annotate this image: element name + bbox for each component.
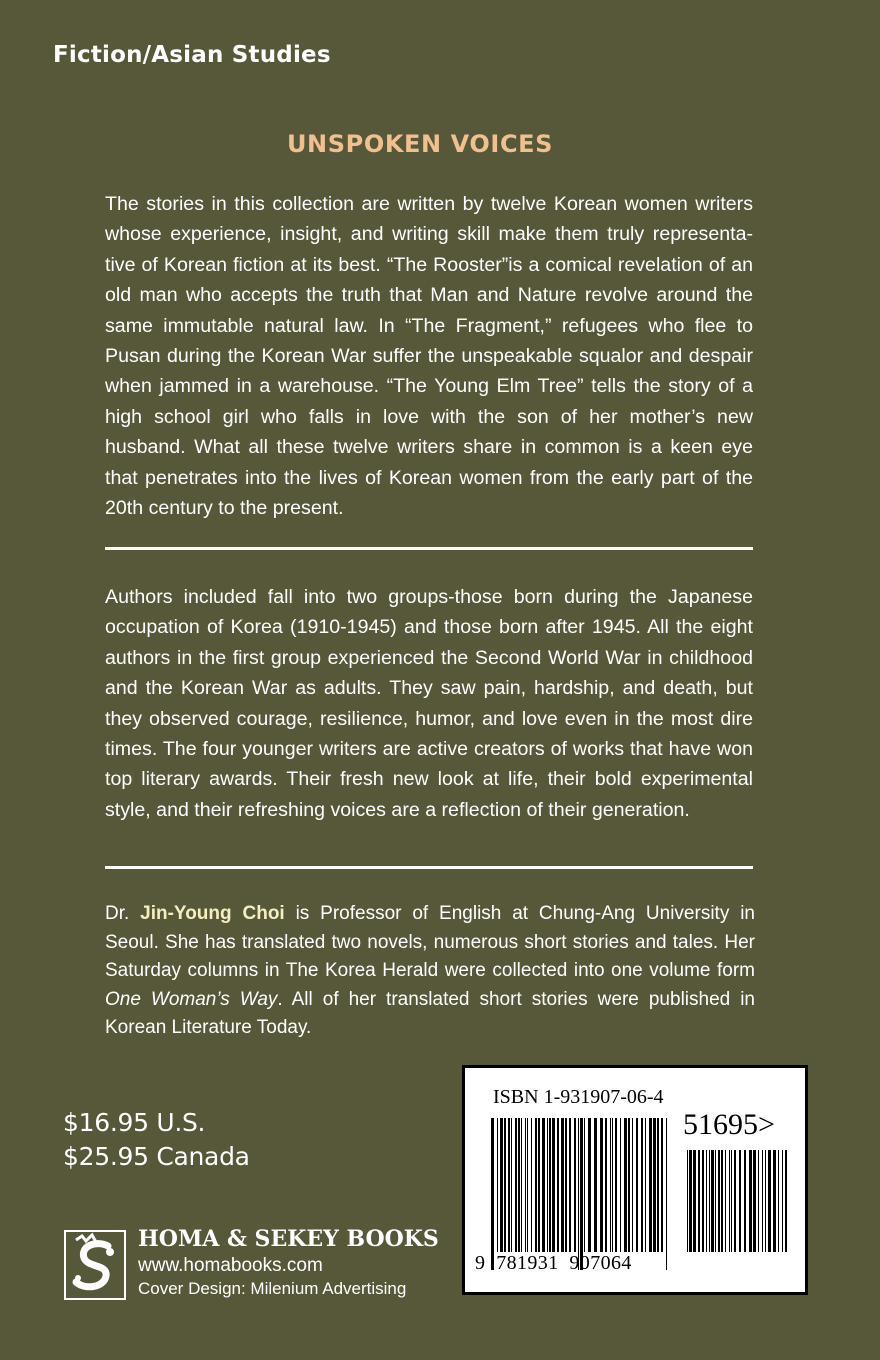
barcode-bar [538, 1118, 540, 1252]
barcode-bar [641, 1118, 643, 1252]
barcode-bar [535, 1118, 537, 1252]
barcode-bar [525, 1118, 526, 1252]
barcode-bar [557, 1118, 559, 1252]
barcode-bar [584, 1118, 585, 1252]
barcode-bar [527, 1118, 528, 1252]
barcode-bar [624, 1118, 627, 1252]
barcode-bar [778, 1150, 779, 1252]
barcode-bar [605, 1118, 607, 1252]
barcode-bar [547, 1118, 548, 1252]
divider [105, 866, 753, 869]
barcode-bar [594, 1118, 597, 1252]
barcode-bar [749, 1150, 752, 1252]
barcode-bar [511, 1118, 512, 1252]
barcode-bar [744, 1150, 746, 1252]
barcode-bars [489, 1118, 669, 1270]
barcode-digits: 9 781931 907064 [475, 1252, 632, 1274]
barcode-bar [731, 1150, 732, 1252]
barcode-bar [628, 1118, 630, 1252]
barcode-bar [491, 1118, 494, 1270]
barcode-bar [504, 1118, 506, 1252]
bio-text: is Professor of English at Chung-Ang University in Seoul. She has translated two novels, numerous short stories and tales. Her Saturday columns in The Korea Herald were collected into one volume form [105, 903, 755, 981]
book-reference: One Woman’s Way [105, 988, 278, 1010]
barcode-bar [721, 1150, 723, 1252]
barcode-bar [552, 1118, 555, 1252]
barcode-bar [542, 1118, 545, 1252]
price-canada: $25.95 Canada [63, 1142, 250, 1171]
barcode-bar [515, 1118, 517, 1252]
barcode-bar [620, 1118, 621, 1252]
barcode-bar [549, 1118, 551, 1252]
barcode-bar [709, 1150, 710, 1252]
barcode-bar [649, 1118, 652, 1252]
barcode-bar [753, 1150, 756, 1252]
barcode-bar [768, 1150, 771, 1252]
barcode-bar [715, 1150, 716, 1252]
publisher-name: HOMA & SEKEY BOOKS [138, 1226, 439, 1252]
barcode-bar [718, 1150, 720, 1252]
barcode-bar [580, 1118, 583, 1270]
publisher-logo-icon [64, 1230, 126, 1300]
category-label: Fiction/Asian Studies [53, 42, 331, 68]
barcode-bar [687, 1150, 688, 1252]
barcode-bar [645, 1118, 646, 1252]
barcode-bar [588, 1118, 591, 1252]
barcode-bar [657, 1118, 659, 1252]
barcode-bar [693, 1150, 696, 1252]
barcode-bar [661, 1118, 663, 1252]
barcode-bar [508, 1118, 510, 1252]
barcode-bar [653, 1118, 656, 1252]
barcode-bar [574, 1118, 576, 1252]
barcode-bar [500, 1118, 503, 1252]
barcode-bar [612, 1118, 613, 1252]
book-title: UNSPOKEN VOICES [286, 130, 554, 158]
barcode-bar [773, 1150, 776, 1252]
barcode-bar [729, 1150, 730, 1252]
barcode-bar [758, 1150, 759, 1252]
cover-design-credit: Cover Design: Milenium Advertising [138, 1279, 407, 1298]
barcode-bar [698, 1150, 700, 1252]
barcode-bar [565, 1118, 567, 1252]
barcode-bar [600, 1118, 603, 1252]
bio-text-end: . All of her translated short stories were published in Korean Literature Today. [105, 988, 755, 1038]
barcode-bar [578, 1118, 579, 1270]
barcode-bar [739, 1150, 741, 1252]
barcode-bar [734, 1150, 736, 1252]
publisher-url: www.homabooks.com [138, 1255, 323, 1276]
barcode-bar [531, 1118, 532, 1252]
authors-paragraph: Authors included fall into two groups-those born during the Japanese occupation of Korea (1910-1945) and those born after 1945. All the eight authors in the first group experienced the Second World War in childhood and the Korean War as adults. They saw pain, hardship, and death, but they observed courage, resilience, humor, and love even in the most dire times. The four younger writers are active creators of works that have won top literary awards. Their fresh new look at life, their bold experimental style, and their refreshing voices are a reflection of their generation. [105, 586, 753, 821]
barcode-bar [762, 1150, 763, 1252]
price-addon-code: 51695> [683, 1108, 775, 1141]
barcode-bar [666, 1118, 667, 1270]
price-us: $16.95 U.S. [63, 1108, 206, 1137]
divider [105, 547, 753, 550]
translator-name: Jin-Young Choi [140, 903, 285, 924]
barcode-bar [702, 1150, 704, 1252]
barcode-bar [689, 1150, 692, 1252]
isbn-barcode [462, 1065, 808, 1295]
translator-bio [105, 900, 755, 1043]
barcode-bar [615, 1118, 617, 1252]
barcode-bar [725, 1150, 726, 1252]
barcode-bar [569, 1118, 571, 1252]
addon-barcode-bars [685, 1150, 790, 1270]
barcode-bar [782, 1150, 783, 1252]
barcode-bar [785, 1150, 787, 1252]
description-paragraph: The stories in this collection are written by twelve Korean women writers whose experience, insight, and writing skill make them truly representa-tive of Korean fiction at its best. “The Rooster”is a comical revelation of an old man who accepts the truth that Man and Nature revolve around the same immutable natural law. In “The Fragment,” refugees who flee to Pusan during the Korean War suffer the unspeakable squalor and despair when jammed in a warehouse. “The Young Elm Tree” tells the story of a high school girl who falls in love with the son of her mother’s new husband. What all these twelve writers share in common is a keen eye that penetrates into the lives of Korean women from the early part of the 20th century to the present. [105, 193, 753, 520]
barcode-bar [711, 1150, 714, 1252]
barcode-bar [765, 1150, 766, 1252]
barcode-bar [521, 1118, 522, 1252]
barcode-bar [610, 1118, 611, 1252]
barcode-bar [518, 1118, 520, 1252]
barcode-bar [632, 1118, 633, 1252]
isbn-number: ISBN 1-931907-06-4 [493, 1086, 664, 1108]
barcode-bar [636, 1118, 638, 1252]
bio-prefix: Dr. [105, 903, 141, 924]
barcode-bar [497, 1118, 498, 1252]
barcode-bar [561, 1118, 564, 1252]
barcode-bar [706, 1150, 707, 1252]
